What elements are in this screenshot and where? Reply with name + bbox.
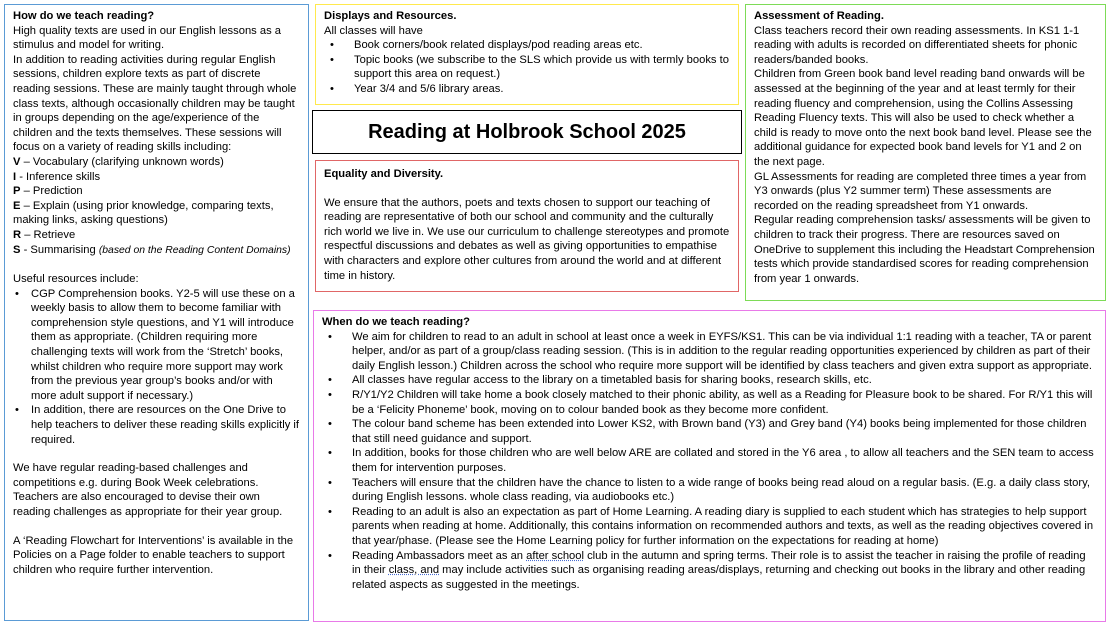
assessment-panel (745, 4, 1106, 301)
displays-panel (315, 4, 739, 105)
skill-e (13, 199, 300, 228)
ambassadors-text-b: club in the autumn and spring terms. Their role is to assist the teacher in raising the profile of reading in their (352, 549, 1086, 577)
list-item: • Year 3/4 and 5/6 library areas. (324, 82, 730, 97)
list-item: • CGP Comprehension books. Y2-5 will use these on a weekly basis to allow them to become familiar with comprehension style questions, and Y1 will introduce them as appropriate. (Children requiring more challenging texts will work from the ‘Stretch’ books, whilst children who require more support may work from the previous year group’s books and/or with more adult support if necessary.) (13, 287, 300, 404)
displays-heading: Displays and Resources. (324, 10, 457, 22)
displays-intro: All classes will have (324, 24, 423, 37)
equality-panel (315, 160, 739, 292)
skill-letter: I (13, 170, 17, 183)
list-item: • Book corners/book related displays/pod reading areas etc. (324, 38, 730, 53)
how-para-3: We have regular reading-based challenges and competitions e.g. during Book Week celebrations. Teachers are also encouraged to devise their own reading challenges as appropriate for their year group. (13, 462, 283, 518)
list-item (322, 549, 1097, 593)
assessment-heading: Assessment of Reading. (754, 10, 884, 22)
skill-letter: P (13, 185, 21, 198)
when-heading: When do we teach reading? (322, 316, 470, 328)
skill-s (13, 243, 300, 259)
how-heading: How do we teach reading? (13, 10, 155, 22)
after-school-text: after school (526, 549, 584, 562)
list-item: • The colour band scheme has been extended into Lower KS2, with Brown band (Y3) and Grey band (Y4) books being implemented for those children that still need guidance and support. (322, 417, 1097, 446)
ambassadors-text-c: may include activities such as organising reading areas/displays, returning and checking out books in the library and other reading related aspects as suggested in the meetings. (352, 564, 1086, 591)
how-para-4: A ‘Reading Flowchart for Interventions’ is available in the Policies on a Page folder to enable teachers to support children who require further intervention. (13, 534, 294, 576)
skill-text: – Prediction (20, 185, 83, 198)
ambassadors-text-a: Reading Ambassadors meet as an (352, 549, 527, 562)
list-item: • In addition, books for those children who are well below ARE are collated and stored in the Y6 area , to allow all teachers and the SEN team to access them for intervention purposes. (322, 446, 1097, 475)
how-para-1: High quality texts are used in our English lessons as a stimulus and model for writing. (13, 24, 282, 52)
skill-letter: E (13, 199, 21, 212)
skill-text: - Inference skills (16, 170, 101, 183)
when-we-teach-panel (313, 310, 1106, 622)
list-item: • In addition, there are resources on the One Drive to help teachers to deliver these reading skills explicitly if required. (13, 403, 300, 447)
skills-note: (based on the Reading Content Domains) (98, 244, 291, 256)
class-and-text: class, and (388, 564, 440, 577)
list-item: • We aim for children to read to an adult in school at least once a week in EYFS/KS1. This can be via individual 1:1 reading with a teacher, TA or parent helper, and/or as part of a group/class reading session. (This is in addition to the regular reading opportunities experienced by children as part of their daily English lesson.) Children across the school who require more support will be identified by class teachers and given extra support as appropriate. (322, 330, 1097, 374)
skill-v (13, 155, 300, 170)
resources-intro: Useful resources include: (13, 273, 139, 286)
page-title: Reading at Holbrook School 2025 (312, 110, 742, 154)
list-item: • Reading to an adult is also an expectation as part of Home Learning. A reading diary is supplied to each student which has strategies to help support parents when reading at home. Additionally, this contains information on recommended authors and texts, as well as the reading objectives covered in that year/phase. (Please see the Home Learning policy for further information on the expectations for reading at home) (322, 505, 1097, 549)
skill-text: – Explain (using prior knowledge, comparing texts, making links, asking questions) (13, 199, 274, 227)
displays-list (324, 38, 730, 96)
equality-heading: Equality and Diversity. (324, 168, 444, 180)
list-item: • Teachers will ensure that the children have the chance to listen to a wide range of books being read aloud on a regular basis. (E.g. a daily class story, during English lessons. whole class reading, via audiobooks etc.) (322, 476, 1097, 505)
when-list (322, 330, 1097, 593)
skill-text: – Retrieve (21, 228, 76, 241)
skill-text: – Vocabulary (clarifying unknown words) (20, 155, 224, 168)
list-item: • R/Y1/Y2 Children will take home a book closely matched to their phonic ability, as well as a Reading for Pleasure book to be shared. For R/Y1 this will be a ‘Felicity Phoneme’ book, moving on to colour banded book as they become more confident. (322, 388, 1097, 417)
how-we-teach-panel (4, 4, 309, 621)
assessment-para-1: Class teachers record their own reading assessments. In KS1 1-1 reading with adults is recorded on differentiated sheets for phonic readers/banded books. (754, 24, 1080, 66)
assessment-para-4: Regular reading comprehension tasks/ assessments will be given to children to track their progress. There are resources saved on OneDrive to supplement this including the Headstart Comprehension tests which provide standardised scores for reading comprehension from year 1 onwards. (754, 214, 1095, 285)
equality-text: We ensure that the authors, poets and texts chosen to support our teaching of reading are representative of both our school and community and the culturally rich world we live in. We use our curriculum to challenge stereotypes and promote respectful discussions and debates as well as giving opportunities to empathise with characters and explore other cultures from around the world and at different time in history. (324, 196, 730, 282)
skill-i (13, 170, 300, 185)
skill-letter: V (13, 155, 21, 168)
how-para-2: In addition to reading activities during regular English sessions, children explore texts as part of discrete reading sessions. These are mainly taught through whole class texts, although occasionally children may be taught in groups depending on the age/experience of the children and the texts themselves. These sessions will focus on a variety of reading skills including: (13, 53, 297, 154)
skill-p (13, 184, 300, 199)
skill-letter: R (13, 228, 22, 241)
assessment-para-2: Children from Green book band level reading band onwards will be assessed at the beginning of the year and at least termly for their reading fluency and comprehension, using the Collins Assessing Reading Fluency texts. This will also be used to check whether a child is ready to move onto the next book band level. Please see the additional guidance for expected book band levels for Y1 and 2 on the next page. (754, 68, 1092, 168)
list-item: • Topic books (we subscribe to the SLS which provide us with termly books to support this area on request.) (324, 53, 730, 82)
skill-letter: S (13, 243, 21, 256)
skill-r (13, 228, 300, 243)
list-item: • All classes have regular access to the library on a timetabled basis for sharing books, research skills, etc. (322, 373, 1097, 388)
assessment-para-3: GL Assessments for reading are completed three times a year from Y3 onwards (plus Y2 summer term) These assessments are recorded on the reading spreadsheet from Y1 onwards. (754, 170, 1087, 212)
resources-list (13, 287, 300, 448)
skill-text: - Summarising (20, 243, 99, 256)
